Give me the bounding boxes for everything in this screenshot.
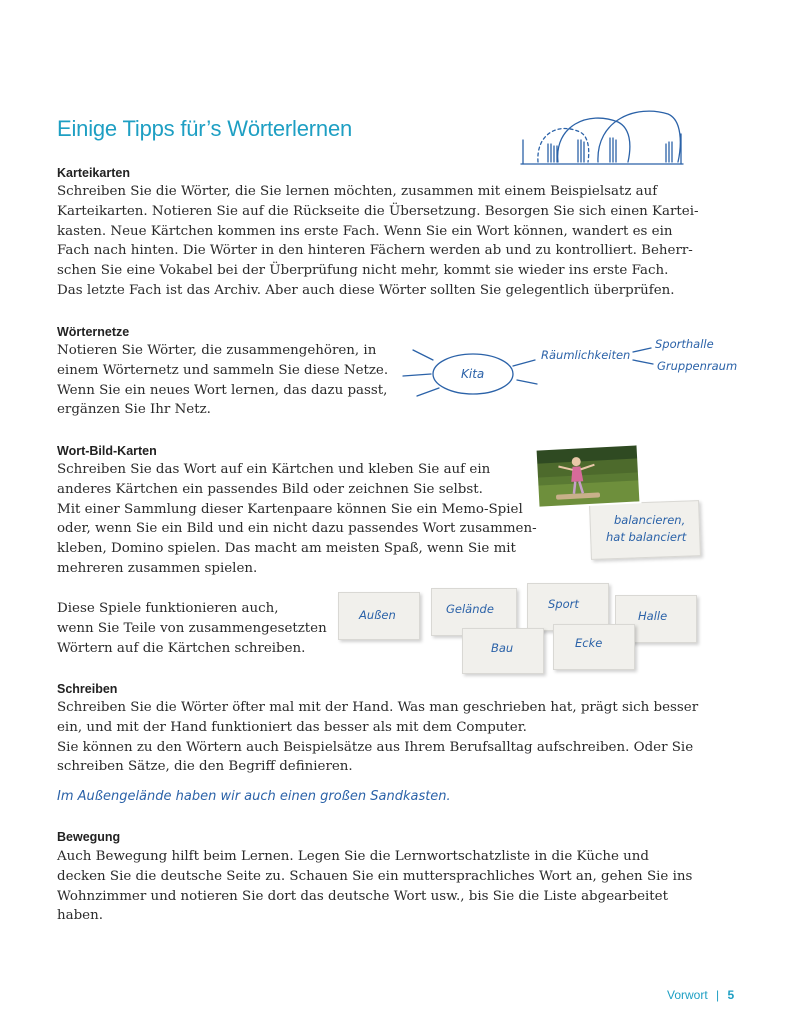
text-line: Karteikarten. Notieren Sie auf die Rückseite die Übersetzung. Besorgen Sie sich einen Kartei- [57,203,699,219]
text-line: anderes Kärtchen ein passendes Bild oder zeichnen Sie selbst. [57,481,483,497]
section-heading-woerternetze: Wörternetze [57,325,130,339]
text-line: wenn Sie Teile von zusammengesetzten [57,620,327,636]
text-line: ein, und mit der Hand funktioniert das besser als mit dem Computer. [57,719,527,735]
footer-separator: | [716,988,720,1002]
section-heading-schreiben: Schreiben [57,682,118,696]
net-leaf-word: Gruppenraum [657,359,738,373]
text-line: Schreiben Sie das Wort auf ein Kärtchen und kleben Sie auf ein [57,462,491,477]
text-line: Schreiben Sie die Wörter, die Sie lernen möchten, zusammen mit einem Beispielsatz auf [57,184,658,199]
text-line: haben. [57,908,103,924]
photo-label-word: hat balanciert [606,530,687,544]
photo-label-word: balancieren, [614,513,686,527]
word-card-label: Halle [638,609,668,623]
text-line: Mit einer Sammlung dieser Kartenpaare können Sie ein Memo-Spiel [57,501,523,517]
handwritten-example: Im Außengelände haben wir auch einen großen Sandkasten. [57,789,451,804]
text-line: Schreiben Sie die Wörter öfter mal mit der Hand. Was man geschrieben hat, prägt sich besser [57,700,699,715]
paragraph-wortbild [57,460,537,579]
paragraph-bewegung [57,847,692,926]
word-card-label: Außen [359,608,396,622]
page-title: Einige Tipps für’s Wörterlernen [57,116,353,141]
card-box-sketch [518,104,686,168]
word-card-label: Sport [548,597,579,611]
text-line: schreiben Sätze, die den Begriff definieren. [57,759,353,775]
word-card-label: Gelände [446,602,494,616]
text-line: decken Sie die deutsche Seite zu. Schauen Sie ein muttersprachliches Wort an, gehen Sie ins [57,868,693,884]
word-card-label: Ecke [575,636,603,650]
text-line: oder, wenn Sie ein Bild und ein nicht dazu passendes Wort zusammen- [57,521,537,537]
paragraph-karteikarten [57,182,699,301]
text-line: Wohnzimmer und notieren Sie dort das deutsche Wort usw., bis Sie die Liste abgearbeitet [57,888,668,904]
section-heading-bewegung: Bewegung [57,830,121,844]
text-line: Notieren Sie Wörter, die zusammengehören, in [57,343,377,358]
text-line: Diese Spiele funktionieren auch, [57,601,279,616]
paragraph-schreiben [57,698,698,777]
text-line: Wörtern auf die Kärtchen schreiben. [57,640,306,656]
text-line: Fach nach hinten. Die Wörter in den hinteren Fächern werden ab und zu kontrolliert. Beherr- [57,243,693,259]
footer-section-label: Vorwort [667,988,708,1002]
text-line: schen Sie eine Vokabel bei der Überprüfung nicht mehr, kommt sie wieder ins erste Fach. [57,263,669,279]
page-footer [667,988,734,1002]
section-heading-karteikarten: Karteikarten [57,166,130,180]
text-line: Das letzte Fach ist das Archiv. Aber auch diese Wörter sollten Sie gelegentlich überprüfen. [57,282,675,298]
text-line: Auch Bewegung hilft beim Lernen. Legen Sie die Lernwortschatzliste in die Küche und [57,849,649,864]
paragraph-wortbild-2 [57,599,327,658]
text-line: einem Wörternetz und sammeln Sie diese Netze. [57,362,389,378]
word-net-diagram [395,330,738,410]
net-leaf-word: Sporthalle [655,337,714,351]
word-card-label: Bau [491,641,514,655]
section-heading-wortbild: Wort-Bild-Karten [57,444,157,458]
photo-balancing-girl [536,444,641,507]
text-line: Sie können zu den Wörtern auch Beispielsätze aus Ihrem Berufsalltag aufschreiben. Oder Sie [57,739,694,755]
text-line: kasten. Neue Kärtchen kommen ins erste Fach. Wenn Sie ein Wort können, wandert es ein [57,223,673,239]
text-line: mehreren zusammen spielen. [57,560,258,576]
text-line: Wenn Sie ein neues Wort lernen, das dazu passt, [57,382,388,398]
text-line: ergänzen Sie Ihr Netz. [57,402,211,418]
net-branch-word: Räumlichkeiten [541,348,631,362]
text-line: kleben, Domino spielen. Das macht am meisten Spaß, wenn Sie mit [57,541,516,557]
paragraph-woerternetze [57,341,388,420]
net-center-word: Kita [461,367,485,381]
page-number: 5 [727,988,735,1002]
